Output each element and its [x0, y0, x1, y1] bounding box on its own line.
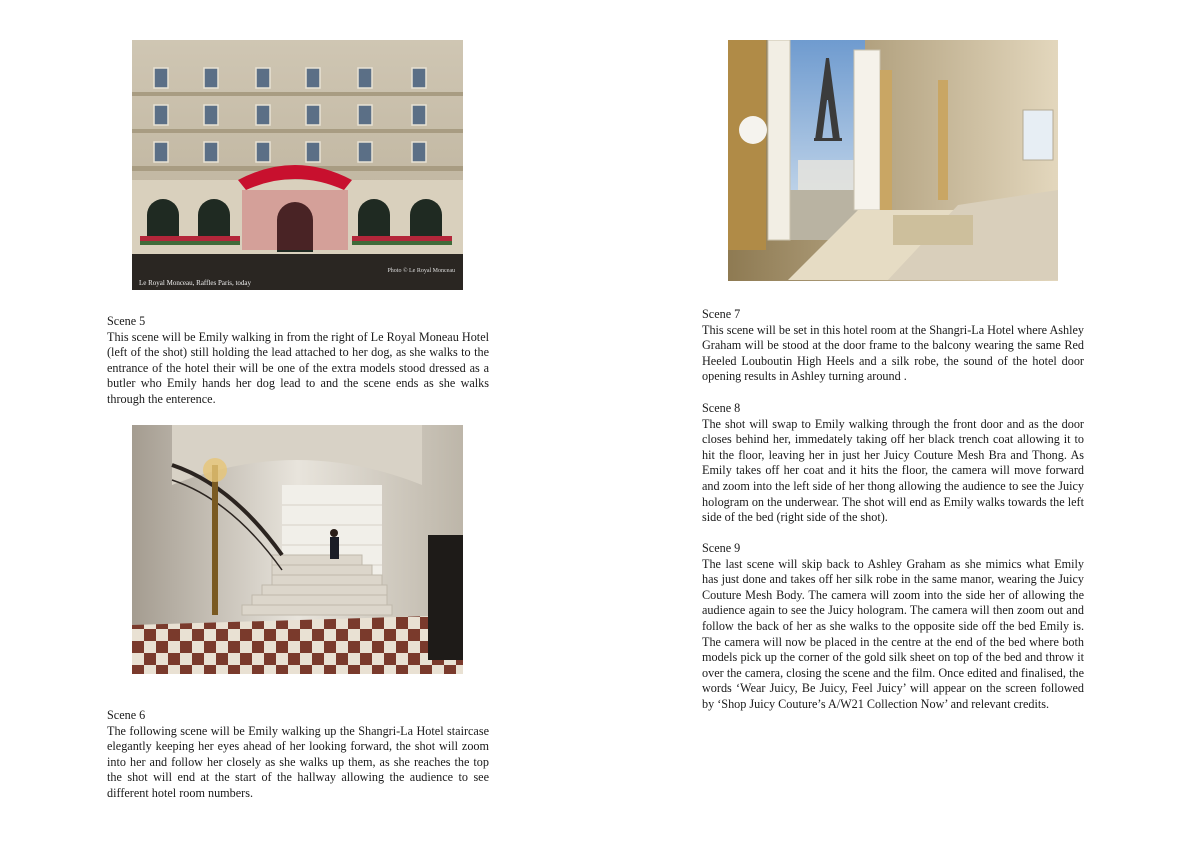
scene-7-block [702, 307, 1084, 385]
scene-9-text: The last scene will skip back to Ashley Graham as she mimics what Emily has just done and takes off her silk robe in the same manor, wearing the Juicy Couture Mesh Body. The camera will zoom into the side her of allowing the audience again to see the Juicy hologram. The camera will then zoom out and follow the back of her as she walks to the opposite side off the bed Emily is. The camera will now be placed in the centre at the end of the bed where both models pick up the corner of the gold silk sheet on top of the bed and throw it over the camera, closing the scene and the film. Once edited and finalised, the words ‘Wear Juicy, Be Juicy, Feel Juicy’ will appear on the screen followed by ‘Shop Juicy Couture’s A/W21 Collection Now’ and relevant credits. [702, 556, 1084, 711]
scene-8-block [702, 401, 1084, 526]
scene-8-heading: Scene 8 [702, 401, 741, 415]
scene-9-block [702, 541, 1084, 713]
scene-6-block [107, 708, 489, 802]
hotel-room-photo [728, 40, 1058, 281]
scene-7-heading: Scene 7 [702, 307, 741, 321]
scene-7-text: This scene will be set in this hotel room at the Shangri-La Hotel where Ashley Graham will be stood at the door frame to the balcony wearing the same Red Heeled Louboutin High Heels and a silk robe, the sound of the hotel door opening results in Ashley turning around . [702, 322, 1084, 384]
photo-caption: Le Royal Monceau, Raffles Paris, today [139, 279, 252, 287]
scene-6-heading: Scene 6 [107, 708, 146, 722]
scene-8-text: The shot will swap to Emily walking through the front door and as the door closes behind her, immedately taking off her black trench coat allowing it to hit the floor, leaving her in just her Juicy Couture Mesh Bra and Thong. As Emily takes off her coat and it hits the floor, the camera will move forward and zoom into the left side of her thong allowing the audience to see the Juicy hologram on the underwear. The shot will end as Emily walks towards the left side of the bed (right side of the shot). [702, 416, 1084, 525]
photo-credit: Photo © Le Royal Monceau [387, 268, 455, 274]
scene-9-heading: Scene 9 [702, 541, 741, 555]
scene-5-text: This scene will be Emily walking in from the right of Le Royal Moneau Hotel (left of the shot) still holding the lead attached to her dog, as she walks to the entrance of the hotel their will be one of the extra models stood dressed as a butler who Emily hands her dog lead to and the scene ends as she walks through the enterence. [107, 329, 489, 406]
staircase-photo [132, 425, 463, 674]
scene-5-heading: Scene 5 [107, 314, 146, 328]
hotel-facade-photo [132, 40, 463, 290]
scene-5-block [107, 314, 489, 408]
scene-6-text: The following scene will be Emily walking up the Shangri-La Hotel staircase elegantly keeping her eyes ahead of her looking forward, the shot will zoom into her and follow her closely as she walks up them, as she reaches the top the shot will end at the start of the hallway allowing the audience to see different hotel room numbers. [107, 723, 489, 800]
